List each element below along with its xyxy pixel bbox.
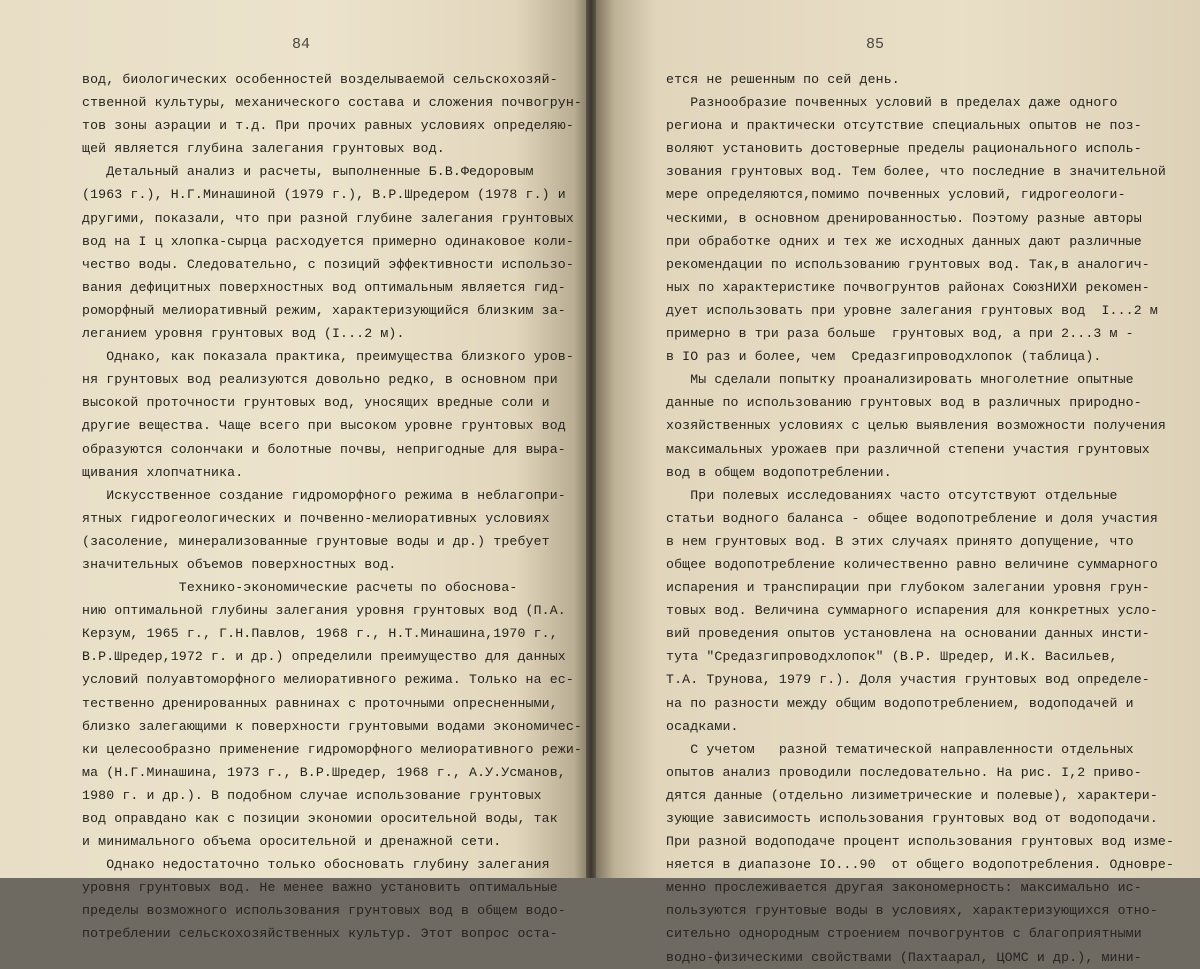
text-line: ческими, в основном дренированностью. Поэтому разные авторы (666, 210, 1142, 226)
text-line: При разной водоподаче процент использования грунтовых вод изме- (666, 834, 1175, 850)
text-line: пределы возможного использования грунтовых вод в общем водо- (82, 903, 566, 919)
text-line: близко залегающими к поверхности грунтовыми водами экономичес- (82, 718, 582, 734)
text-line: Разнообразие почвенных условий в пределах даже одного (666, 95, 1118, 111)
text-line: Однако недостаточно только обосновать глубину залегания (82, 857, 550, 873)
text-line: при обработке одних и тех же исходных данных дают различные (666, 233, 1142, 249)
text-line: вод на I ц хлопка-сырца расходуется примерно одинаковое коли- (82, 233, 574, 249)
right-page (596, 0, 1200, 965)
text-line: уровня грунтовых вод. Не менее важно установить оптимальные (82, 880, 558, 896)
text-line: ня грунтовых вод реализуются довольно редко, в основном при (82, 372, 558, 388)
text-line: (1963 г.), Н.Г.Минашиной (1979 г.), В.Р.Шредером (1978 г.) и (82, 187, 566, 203)
text-line: 1980 г. и др.). В подобном случае использование грунтовых (82, 787, 542, 803)
text-line: мере определяются,помимо почвенных условий, гидрогеологи- (666, 187, 1126, 203)
text-line: потреблении сельскохозяйственных культур. Этот вопрос оста- (82, 926, 558, 942)
text-line: тественно дренированных равнинах с проточными опресненными, (82, 695, 558, 711)
text-line: вод оправдано как с позиции экономии оросительной воды, так (82, 811, 558, 826)
text-line: чество воды. Следовательно, с позиций эффективности использо- (82, 256, 574, 272)
text-line: ется не решенным по сей день. (666, 72, 900, 87)
text-line: вод, биологических особенностей возделываемой сельскохозяй- (82, 72, 558, 87)
text-line: ма (Н.Г.Минашина, 1973 г., В.Р.Шредер, 1968 г., А.У.Усманов, (82, 764, 566, 780)
text-line: Искусственное создание гидроморфного режима в неблагопри- (82, 487, 566, 503)
text-line: испарения и транспирации при глубоком залегании уровня грун- (666, 580, 1150, 596)
text-line: вод в общем водопотреблении. (666, 464, 892, 480)
text-line: значительных объемов поверхностных вод. (82, 556, 397, 572)
text-line: тута "Средазгипроводхлопок" (В.Р. Шредер, И.К. Васильев, (666, 649, 1118, 665)
text-line: статьи водного баланса - общее водопотребление и доля участия (666, 510, 1158, 526)
text-line: опытов анализ проводили последовательно. На рис. I,2 приво- (666, 764, 1142, 780)
text-line: При полевых исследованиях часто отсутствуют отдельные (666, 487, 1118, 503)
text-line: товых вод. Величина суммарного испарения для конкретных усло- (666, 603, 1158, 619)
text-line: высокой проточности грунтовых вод, уносящих вредные соли и (82, 395, 550, 411)
text-line: и минимального объема оросительной и дренажной сети. (82, 834, 502, 850)
text-line: С учетом разной тематической направленности отдельных (666, 741, 1134, 757)
text-line: Т.А. Трунова, 1979 г.). Доля участия грунтовых вод определе- (666, 672, 1150, 688)
right-page-text (666, 68, 1174, 969)
text-line: нию оптимальной глубины залегания уровня грунтовых вод (П.А. (82, 603, 566, 619)
left-page-text (82, 68, 582, 946)
text-line: данные по использованию грунтовых вод в различных природно- (666, 395, 1142, 411)
text-line: Мы сделали попытку проанализировать многолетние опытные (666, 372, 1134, 388)
text-line: роморфный мелиоративный режим, характеризующийся близким за- (82, 302, 566, 318)
text-line: няется в диапазоне IО...90 от общего водопотребления. Одновре- (666, 857, 1175, 873)
text-line: ственной культуры, механического состава и сложения почвогрун- (82, 95, 582, 111)
text-line: Технико-экономические расчеты по обоснова- (82, 580, 518, 596)
book-gutter (586, 0, 596, 878)
text-line: менно прослеживается другая закономерность: максимально ис- (666, 880, 1142, 896)
text-line: ки целесообразно применение гидроморфного мелиоративного режи- (82, 741, 582, 757)
text-line: другие вещества. Чаще всего при высоком уровне грунтовых вод (82, 418, 566, 434)
text-line: Детальный анализ и расчеты, выполненные Б.В.Федоровым (82, 164, 534, 180)
text-line: условий полуавтоморфного мелиоративного режима. Только на ес- (82, 672, 574, 688)
text-line: Однако, как показала практика, преимущества близкого уров- (82, 349, 574, 365)
text-line: Керзум, 1965 г., Г.Н.Павлов, 1968 г., Н.Т.Минашина,1970 г., (82, 626, 558, 642)
text-line: зования грунтовых вод. Тем более, что последние в значительной (666, 164, 1166, 180)
text-line: вий проведения опытов установлена на основании данных инсти- (666, 626, 1150, 642)
left-page (0, 0, 586, 942)
text-line: тов зоны аэрации и т.д. При прочих равных условиях определяю- (82, 118, 574, 134)
text-line: зующие зависимость использования грунтовых вод от водоподачи. (666, 811, 1158, 826)
text-line: в IО раз и более, чем Средазгипроводхлопок (таблица). (666, 349, 1102, 365)
text-line: воляют установить достоверные пределы рационального исполь- (666, 141, 1142, 157)
text-line: осадками. (666, 718, 739, 734)
text-line: общее водопотребление количественно равно величине суммарного (666, 556, 1158, 572)
text-line: ных по характеристике почвогрунтов районах СоюзНИХИ рекомен- (666, 279, 1150, 295)
text-line: сительно однородным строением почвогрунтов с благоприятными (666, 926, 1142, 942)
text-line: пользуются грунтовые воды в условиях, характеризующихся отно- (666, 903, 1158, 919)
text-line: дятся данные (отдельно лизиметрические и полевые), характери- (666, 787, 1158, 803)
text-line: на по разности между общим водопотреблением, водоподачей и (666, 695, 1134, 711)
text-line: в нем грунтовых вод. В этих случаях принято допущение, что (666, 533, 1134, 549)
text-line: водно-физическими свойствами (Пахтаарал, ЦОМС и др.), мини- (666, 949, 1142, 965)
text-line: вания дефицитных поверхностных вод оптимальным является гид- (82, 279, 566, 295)
text-line: региона и практически отсутствие специальных опытов не поз- (666, 118, 1142, 134)
text-line: (засоление, минерализованные грунтовые воды и др.) требует (82, 533, 550, 549)
text-line: ятных гидрогеологических и почвенно-мелиоративных условиях (82, 510, 550, 526)
text-line: щей является глубина залегания грунтовых вод. (82, 141, 445, 157)
text-line: дует использовать при уровне залегания грунтовых вод I...2 м (666, 302, 1158, 318)
text-line: щивания хлопчатника. (82, 464, 244, 480)
text-line: образуются солончаки и болотные почвы, непригодные для выра- (82, 441, 566, 457)
text-line: другими, показали, что при разной глубине залегания грунтовых (82, 210, 574, 226)
right-page-number: 85 (866, 36, 885, 53)
text-line: В.Р.Шредер,1972 г. и др.) определили преимущество для данных (82, 649, 566, 665)
text-line: рекомендации по использованию грунтовых вод. Так,в аналогич- (666, 256, 1150, 272)
left-page-number: 84 (292, 36, 311, 53)
text-line: леганием уровня грунтовых вод (I...2 м). (82, 326, 405, 342)
text-line: примерно в три раза больше грунтовых вод, а при 2...3 м - (666, 326, 1134, 342)
text-line: максимальных урожаев при различной степени участия грунтовых (666, 441, 1150, 457)
text-line: хозяйственных условиях с целью выявления возможности получения (666, 418, 1166, 434)
